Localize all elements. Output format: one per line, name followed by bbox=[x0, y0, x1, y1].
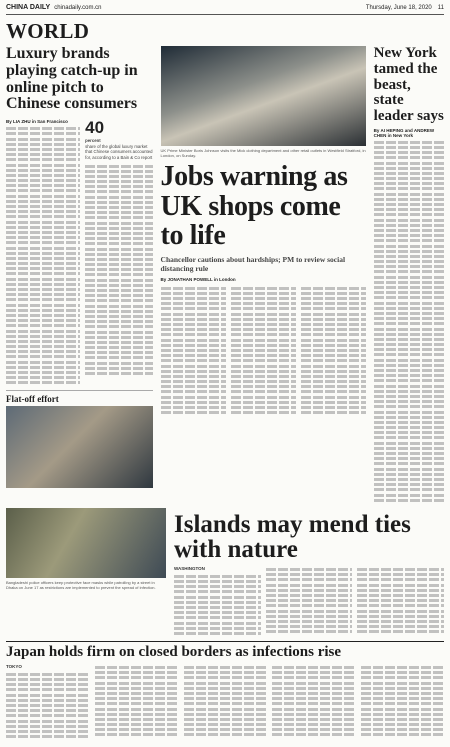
page-number: 11 bbox=[437, 4, 444, 11]
newyork-byline: By AI HEPING and ANDREW CHEN in New York bbox=[373, 127, 435, 138]
japan-headline: Japan holds firm on closed borders as infections rise bbox=[6, 644, 342, 661]
jobs-photo bbox=[161, 46, 366, 146]
japan-dateline: TOKYO bbox=[6, 663, 22, 669]
luxury-article bbox=[6, 46, 153, 504]
masthead bbox=[6, 4, 444, 15]
jobs-body-3 bbox=[301, 285, 366, 417]
japan-article bbox=[6, 641, 444, 740]
jobs-headline: Jobs warning as UK shops come to life bbox=[160, 161, 348, 252]
newyork-article bbox=[374, 46, 444, 504]
jobs-photo-caption: UK Prime Minister Boris Johnson visits the Mick clothing department and other retail outlets in Westfield Stratford, in London, on Sunday. bbox=[160, 148, 366, 159]
islands-article bbox=[174, 508, 444, 637]
jobs-body-1 bbox=[161, 285, 226, 417]
paper-logo: CHINA DAILY bbox=[6, 4, 51, 11]
jobs-article bbox=[161, 46, 366, 504]
islands-dateline: WASHINGTON bbox=[174, 565, 205, 571]
issue-date: Thursday, June 18, 2020 bbox=[365, 4, 432, 11]
jobs-body-2 bbox=[231, 285, 296, 417]
flat-off-photo bbox=[6, 406, 153, 488]
islands-photo-caption: Bangladeshi police officers keep protective face masks while patrolling by a street in Dhaka on June 17 as restrictions are implemented to prevent the spread of infection. bbox=[6, 579, 156, 591]
flat-off-headline: Flat-off effort bbox=[6, 390, 153, 404]
section-title: WORLD bbox=[6, 19, 90, 43]
luxury-headline: Luxury brands playing catch-up in online pitch to Chinese consumers bbox=[6, 45, 138, 113]
jobs-byline: By JONATHAN POWELL in London bbox=[160, 276, 236, 282]
luxury-stat-caption: share of the global luxury market that Chinese consumers accounted for, according to a Bain & Co report bbox=[85, 143, 153, 160]
luxury-body bbox=[6, 127, 80, 384]
paper-url: chinadaily.com.cn bbox=[54, 4, 102, 11]
luxury-byline: By LIA ZHU in San Francisco bbox=[6, 119, 68, 125]
newyork-headline: New York tamed the beast, state leader says bbox=[373, 45, 444, 124]
luxury-stat-number: 40 bbox=[85, 118, 105, 138]
islands-photo-block bbox=[6, 508, 166, 637]
luxury-body-2 bbox=[85, 165, 152, 376]
newyork-body bbox=[374, 141, 444, 502]
islands-headline: Islands may mend ties with nature bbox=[174, 510, 411, 563]
jobs-subhead: Chancellor cautions about hardships; PM to review social distancing rule bbox=[160, 254, 346, 273]
islands-photo bbox=[6, 508, 166, 578]
luxury-stat-unit: percent bbox=[85, 138, 101, 144]
